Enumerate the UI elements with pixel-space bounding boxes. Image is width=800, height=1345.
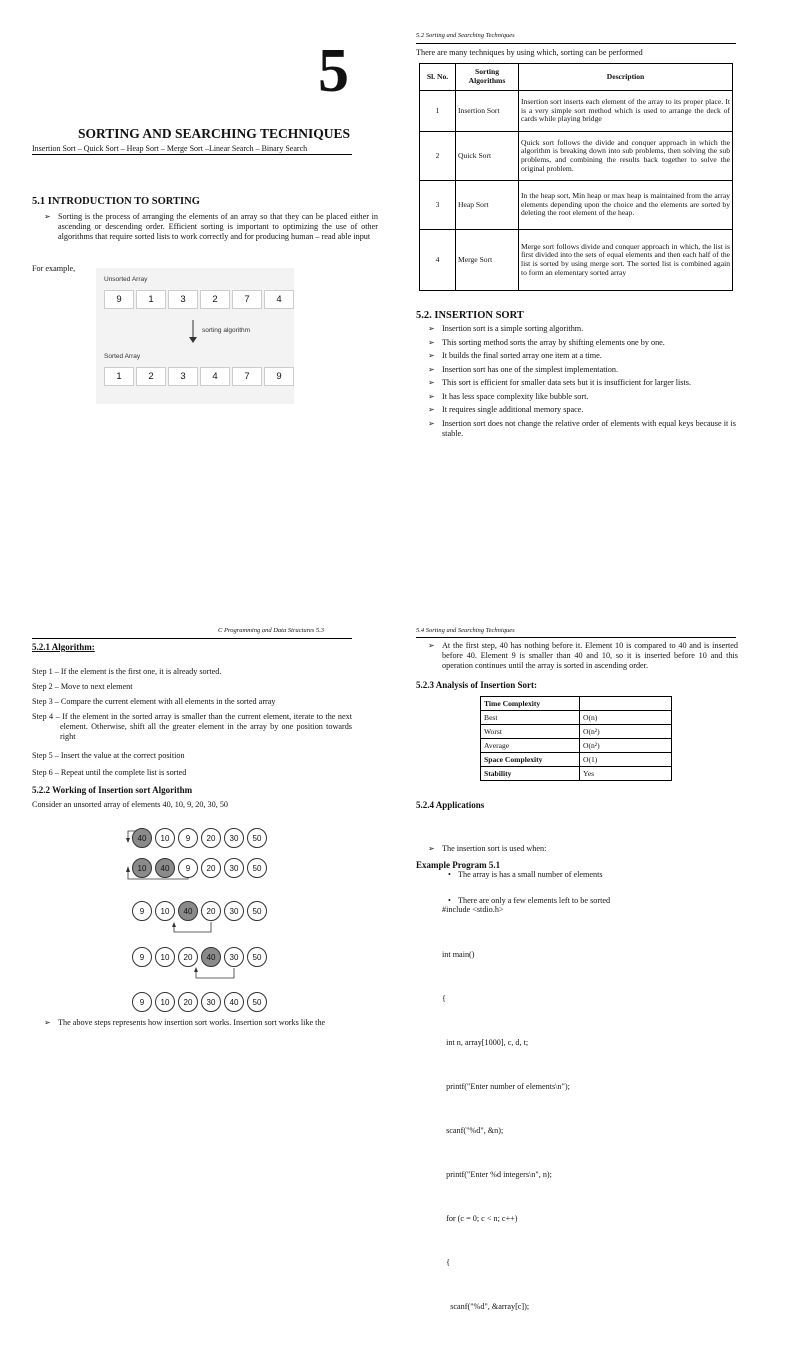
complexity-table bbox=[480, 696, 672, 781]
unsorted-array bbox=[104, 290, 296, 309]
working-heading: 5.2.2 Working of Insertion sort Algorithm bbox=[32, 785, 193, 795]
row-number: 3 bbox=[420, 181, 456, 230]
step-row bbox=[132, 828, 267, 848]
complexity-value bbox=[580, 697, 672, 711]
row-description: In the heap sort, Min heap or max heap is maintained from the array elements depending upon the choice and the elements are sorted by deleting the root element of the heap. bbox=[519, 181, 733, 230]
array-node: 9 bbox=[132, 992, 152, 1012]
row-algorithm: Heap Sort bbox=[456, 181, 519, 230]
array-node: 50 bbox=[247, 992, 267, 1012]
array-node: 9 bbox=[178, 858, 198, 878]
array-cell: 4 bbox=[200, 367, 230, 386]
algorithm-step: Step 2 – Move to next element bbox=[32, 682, 133, 691]
code-line: scanf("%d", &n); bbox=[442, 1125, 504, 1135]
footer-text: ➢ The above steps represents how insertion sort works. Insertion sort works like the bbox=[32, 1018, 388, 1028]
table-row bbox=[420, 230, 733, 291]
list-item: ➢ It has less space complexity like bubble sort. bbox=[416, 392, 736, 402]
array-cell: 1 bbox=[104, 367, 134, 386]
page-3 bbox=[0, 618, 384, 1027]
array-node: 30 bbox=[201, 992, 221, 1012]
list-item: ➢ Insertion sort has one of the simplest implementation. bbox=[416, 365, 736, 375]
complexity-value: O(n²) bbox=[580, 725, 672, 739]
row-number: 4 bbox=[420, 230, 456, 291]
algorithm-step: Step 3 – Compare the current element with all elements in the sorted array bbox=[32, 697, 276, 706]
explanation-text: ➢ At the first step, 40 has nothing before it. Element 10 is compared to 40 and is inserted before 40. Element 9 is smaller than 40 and 10, so it is inserted before 10 and this operation continues until the array is sorted in ascending order. bbox=[416, 641, 738, 671]
step-row bbox=[132, 992, 267, 1012]
array-cell: 1 bbox=[136, 290, 166, 309]
array-node: 50 bbox=[247, 901, 267, 921]
array-node: 10 bbox=[132, 858, 152, 878]
code-line: printf("Enter number of elements\n"); bbox=[442, 1081, 570, 1091]
for-example-label: For example, bbox=[32, 264, 76, 273]
array-node: 9 bbox=[178, 828, 198, 848]
applications-intro: ➢ The insertion sort is used when: bbox=[416, 844, 800, 854]
complexity-label: Worst bbox=[481, 725, 580, 739]
table-header-row bbox=[420, 64, 733, 91]
array-node: 40 bbox=[224, 992, 244, 1012]
list-item: ➢ This sort is efficient for smaller data sets but it is insufficient for larger lists. bbox=[416, 378, 736, 388]
complexity-value: O(n²) bbox=[580, 739, 672, 753]
header-rule bbox=[416, 43, 736, 44]
table-row bbox=[420, 132, 733, 181]
step-row bbox=[132, 858, 267, 878]
array-node: 20 bbox=[201, 828, 221, 848]
sorted-array bbox=[104, 367, 296, 386]
code-line: scanf("%d", &array[c]); bbox=[442, 1302, 530, 1312]
array-cell: 2 bbox=[200, 290, 230, 309]
array-node: 10 bbox=[155, 901, 175, 921]
step-row bbox=[132, 947, 267, 967]
algorithm-step: Step 5 – Insert the value at the correct position bbox=[32, 751, 185, 760]
algorithm-step: Step 6 – Repeat until the complete list is sorted bbox=[32, 768, 187, 777]
page-4 bbox=[384, 618, 768, 1312]
table-row bbox=[420, 91, 733, 132]
table-row bbox=[481, 697, 672, 711]
list-item: ➢ It builds the final sorted array one item at a time. bbox=[416, 351, 736, 361]
program-heading: Example Program 5.1 bbox=[416, 860, 501, 870]
array-node: 20 bbox=[178, 992, 198, 1012]
complexity-label: Stability bbox=[481, 767, 580, 781]
insertion-sort-bullets bbox=[416, 324, 736, 439]
row-number: 1 bbox=[420, 91, 456, 132]
list-item: ➢ This sorting method sorts the array by shifting elements one by one. bbox=[416, 338, 736, 348]
complexity-value: O(1) bbox=[580, 753, 672, 767]
array-node: 30 bbox=[224, 947, 244, 967]
complexity-label: Time Complexity bbox=[481, 697, 580, 711]
algorithm-heading: 5.2.1 Algorithm: bbox=[32, 642, 95, 652]
row-number: 2 bbox=[420, 132, 456, 181]
table-row bbox=[481, 739, 672, 753]
code-line: #include <stdio.h> bbox=[442, 905, 504, 915]
section-heading: 5.2. INSERTION SORT bbox=[416, 310, 524, 321]
algorithm-step: Step 4 – If the element in the sorted array is smaller than the current element, iterate to the next element. Otherwise, shift all the greater element in the array by one position towards right bbox=[32, 712, 352, 741]
insertion-sort-diagram bbox=[126, 818, 276, 1024]
running-header: 5.2 Sorting and Searching Techniques bbox=[416, 32, 515, 39]
code-line: int n, array[1000], c, d, t; bbox=[442, 1037, 529, 1047]
array-cell: 7 bbox=[232, 367, 262, 386]
complexity-label: Space Complexity bbox=[481, 753, 580, 767]
list-item: • The array is has a small number of elements bbox=[416, 870, 800, 880]
array-node: 40 bbox=[178, 901, 198, 921]
working-text: Consider an unsorted array of elements 40, 10, 9, 20, 30, 50 bbox=[32, 800, 229, 809]
array-node: 9 bbox=[132, 947, 152, 967]
array-node: 40 bbox=[201, 947, 221, 967]
array-cell: 2 bbox=[136, 367, 166, 386]
step-row bbox=[132, 901, 267, 921]
header-rule bbox=[32, 638, 352, 639]
complexity-value: Yes bbox=[580, 767, 672, 781]
array-node: 10 bbox=[155, 828, 175, 848]
table-row bbox=[481, 711, 672, 725]
code-line: int main() bbox=[442, 949, 475, 959]
list-item: • There are only a few elements left to be sorted bbox=[416, 896, 800, 906]
table-row bbox=[481, 767, 672, 781]
array-node: 40 bbox=[132, 828, 152, 848]
unsorted-label: Unsorted Array bbox=[104, 276, 148, 283]
page-1 bbox=[0, 0, 384, 512]
row-algorithm: Merge Sort bbox=[456, 230, 519, 291]
array-cell: 4 bbox=[264, 290, 294, 309]
table-intro: There are many techniques by using which, sorting can be performed bbox=[416, 48, 643, 57]
applications-heading: 5.2.4 Applications bbox=[416, 800, 485, 810]
running-header: C Programming and Data Structures 5.3 bbox=[218, 627, 325, 634]
array-node: 50 bbox=[247, 828, 267, 848]
sorting-figure bbox=[96, 268, 294, 404]
array-node: 10 bbox=[155, 992, 175, 1012]
col-header-algorithm: Sorting Algorithms bbox=[456, 64, 519, 91]
page-2 bbox=[384, 0, 768, 512]
sorted-label: Sorted Array bbox=[104, 353, 141, 360]
row-description: Merge sort follows divide and conquer approach in which, the list is first divided into the sets of equal elements and then each half of the list is sorted by using merge sort. The sorted list is combined again to form an elementary sorted array bbox=[519, 230, 733, 291]
chapter-title: SORTING AND SEARCHING TECHNIQUES bbox=[78, 126, 350, 141]
complexity-value: O(n) bbox=[580, 711, 672, 725]
analysis-heading: 5.2.3 Analysis of Insertion Sort: bbox=[416, 680, 538, 690]
running-header: 5.4 Sorting and Searching Techniques bbox=[416, 627, 515, 634]
header-rule bbox=[416, 637, 736, 638]
col-header-description: Description bbox=[519, 64, 733, 91]
chapter-number: 5 bbox=[318, 37, 349, 105]
code-line: for (c = 0; c < n; c++) bbox=[442, 1214, 518, 1224]
array-cell: 3 bbox=[168, 290, 198, 309]
col-header-slno: Sl. No. bbox=[420, 64, 456, 91]
array-node: 50 bbox=[247, 858, 267, 878]
array-node: 50 bbox=[247, 947, 267, 967]
section-heading: 5.1 INTRODUCTION TO SORTING bbox=[32, 196, 200, 207]
array-cell: 7 bbox=[232, 290, 262, 309]
down-arrow-icon bbox=[188, 320, 198, 344]
array-cell: 9 bbox=[104, 290, 134, 309]
chapter-subtitle: Insertion Sort – Quick Sort – Heap Sort – Merge Sort –Linear Search – Binary Search bbox=[32, 144, 352, 155]
row-algorithm: Insertion Sort bbox=[456, 91, 519, 132]
code-line: { bbox=[442, 993, 446, 1003]
array-cell: 3 bbox=[168, 367, 198, 386]
array-node: 10 bbox=[155, 947, 175, 967]
intro-paragraph: ➢ Sorting is the process of arranging the elements of an array so that they can be placed either in ascending or descending order. Efficient sorting is important to optimizing the use of other algorithms that require sorted lists to work correctly and for producing human – read able input bbox=[32, 212, 378, 242]
table-row bbox=[420, 181, 733, 230]
array-node: 20 bbox=[201, 858, 221, 878]
array-cell: 9 bbox=[264, 367, 294, 386]
complexity-label: Average bbox=[481, 739, 580, 753]
table-row bbox=[481, 753, 672, 767]
array-node: 40 bbox=[155, 858, 175, 878]
code-block bbox=[442, 874, 570, 1345]
array-node: 30 bbox=[224, 828, 244, 848]
list-item: ➢ Insertion sort does not change the relative order of elements with equal keys because it is stable. bbox=[416, 419, 736, 439]
row-description: Insertion sort inserts each element of the array to its proper place. It is a very simple sort method which is used to arrange the deck of cards while playing bridge bbox=[519, 91, 733, 132]
array-node: 30 bbox=[224, 901, 244, 921]
table-row bbox=[481, 725, 672, 739]
complexity-label: Best bbox=[481, 711, 580, 725]
list-item: ➢ Insertion sort is a simple sorting algorithm. bbox=[416, 324, 736, 334]
array-node: 20 bbox=[201, 901, 221, 921]
array-node: 20 bbox=[178, 947, 198, 967]
algorithm-step: Step 1 – If the element is the first one, it is already sorted. bbox=[32, 667, 222, 676]
row-algorithm: Quick Sort bbox=[456, 132, 519, 181]
row-description: Quick sort follows the divide and conquer approach in which the algorithm is breaking down into sub problems, then solving the sub problems, and combining the results back together to solve the original problem. bbox=[519, 132, 733, 181]
sorting-techniques-table bbox=[419, 63, 733, 291]
list-item: ➢ It requires single additional memory space. bbox=[416, 405, 736, 415]
array-node: 9 bbox=[132, 901, 152, 921]
code-line: { bbox=[442, 1258, 451, 1268]
code-line: printf("Enter %d integers\n", n); bbox=[442, 1170, 552, 1180]
sorting-algorithm-label: sorting algorithm bbox=[202, 327, 251, 334]
array-node: 30 bbox=[224, 858, 244, 878]
